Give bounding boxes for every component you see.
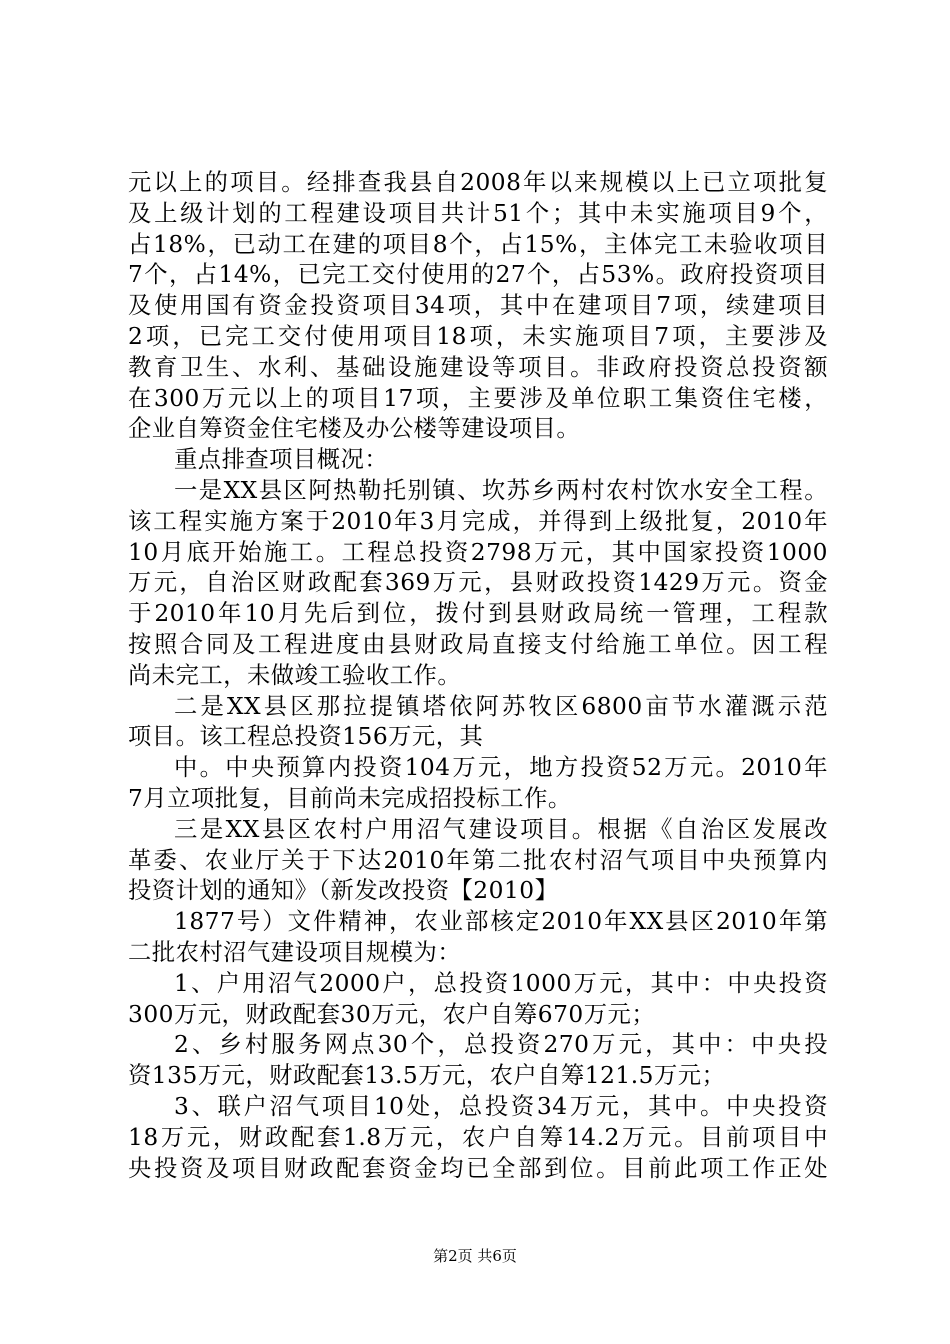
- text-line: 在300万元以上的项目17项，主要涉及单位职工集资住宅楼，: [128, 384, 828, 412]
- text-line: 2项，已完工交付使用项目18项，未实施项目7项，主要涉及: [128, 322, 828, 350]
- text-line: 一是XX县区阿热勒托别镇、坎苏乡两村农村饮水安全工程。: [174, 476, 828, 504]
- text-line: 1877号）文件精神，农业部核定2010年XX县区2010年第: [174, 908, 828, 936]
- text-line: 占18%，已动工在建的项目8个，占15%，主体完工未验收项目: [128, 230, 828, 258]
- text-line: 于2010年10月先后到位，拨付到县财政局统一管理，工程款: [128, 600, 828, 628]
- text-line: 该工程实施方案于2010年3月完成，并得到上级批复，2010年: [128, 507, 828, 535]
- text-line: 重点排查项目概况：: [174, 446, 389, 474]
- text-line: 资135万元，财政配套13.5万元，农户自筹121.5万元；: [128, 1062, 726, 1090]
- text-line: 3、联户沼气项目10处，总投资34万元，其中。中央投资: [174, 1092, 828, 1120]
- page-footer: [0, 1246, 950, 1266]
- text-line: 投资计划的通知》（新发改投资【2010】: [128, 877, 559, 905]
- text-line: 1、户用沼气2000户，总投资1000万元，其中：中央投资: [174, 969, 828, 997]
- document-body: [128, 168, 828, 1184]
- text-line: 三是XX县区农村户用沼气建设项目。根据《自治区发展改: [174, 815, 828, 843]
- text-line: 及上级计划的工程建设项目共计51个；其中未实施项目9个，: [128, 199, 828, 227]
- text-line: 二是XX县区那拉提镇塔依阿苏牧区6800亩节水灌溉示范: [174, 692, 828, 720]
- text-line: 元以上的项目。经排查我县自2008年以来规模以上已立项批复: [128, 169, 828, 196]
- page-number: 第2页 共6页: [433, 1247, 517, 1265]
- text-line: 按照合同及工程进度由县财政局直接支付给施工单位。因工程: [128, 630, 828, 658]
- text-line: 企业自筹资金住宅楼及办公楼等建设项目。: [128, 415, 581, 443]
- text-line: 18万元，财政配套1.8万元，农户自筹14.2万元。目前项目中: [128, 1123, 828, 1151]
- text-line: 万元，自治区财政配套369万元，县财政投资1429万元。资金: [128, 569, 828, 597]
- text-line: 项目。该工程总投资156万元，其: [128, 723, 484, 751]
- text-line: 央投资及项目财政配套资金均已全部到位。目前此项工作正处: [128, 1154, 828, 1182]
- text-line: 7月立项批复，目前尚未完成招投标工作。: [128, 784, 572, 812]
- text-line: 300万元，财政配套30万元，农户自筹670万元；: [128, 1000, 656, 1028]
- text-line: 10月底开始施工。工程总投资2798万元，其中国家投资1000: [128, 538, 828, 566]
- text-line: 及使用国有资金投资项目34项，其中在建项目7项，续建项目: [128, 292, 828, 320]
- text-line: 尚未完工，未做竣工验收工作。: [128, 661, 462, 689]
- text-line: 二批农村沼气建设项目规模为：: [128, 938, 462, 966]
- text-line: 2、乡村服务网点30个，总投资270万元，其中：中央投: [174, 1031, 828, 1059]
- text-line: 中。中央预算内投资104万元，地方投资52万元。2010年: [174, 754, 828, 782]
- text-line: 革委、农业厅关于下达2010年第二批农村沼气项目中央预算内: [128, 846, 828, 874]
- text-line: 7个，占14%，已完工交付使用的27个，占53%。政府投资项目: [128, 261, 828, 289]
- text-line: 教育卫生、水利、基础设施建设等项目。非政府投资总投资额: [128, 353, 828, 381]
